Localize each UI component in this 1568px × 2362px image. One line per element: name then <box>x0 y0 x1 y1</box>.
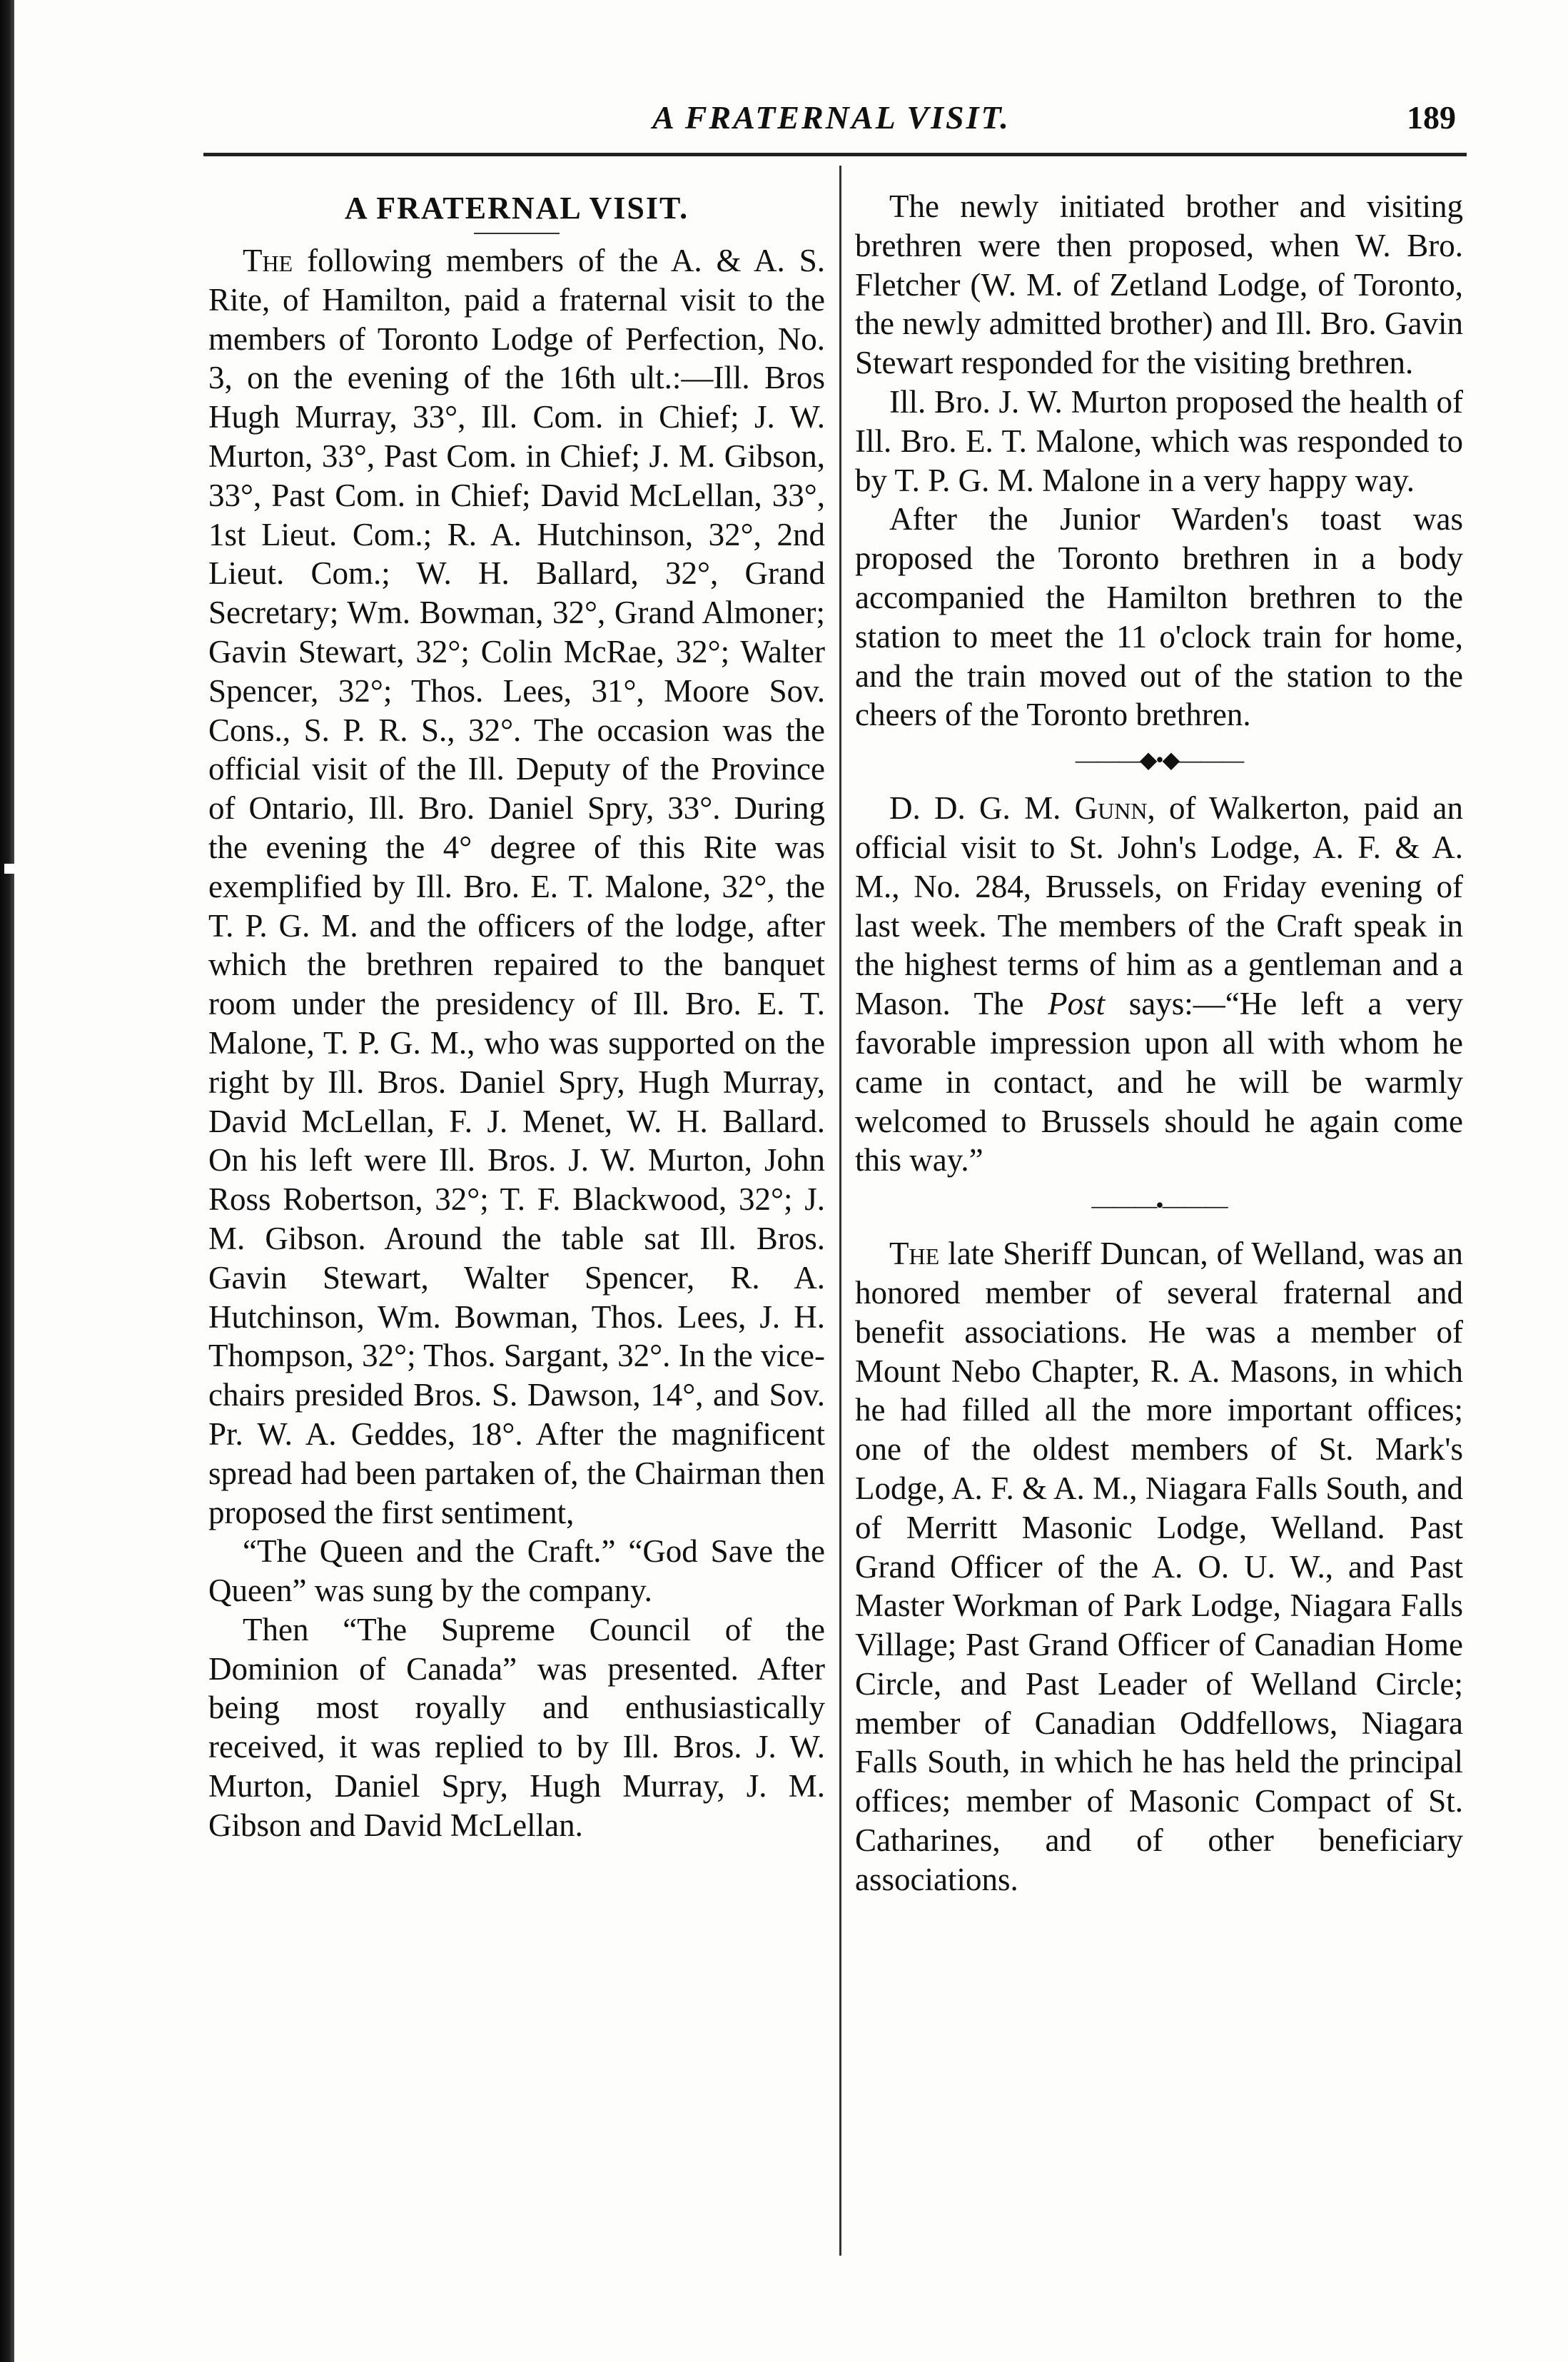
page-speck <box>4 864 14 874</box>
page-binding-edge <box>0 0 14 2362</box>
post-newspaper-name: Post <box>1048 986 1106 1022</box>
paragraph-gunn-visit <box>855 789 1463 1180</box>
running-head <box>207 99 1456 148</box>
paragraph-body: following members of the A. & A. S. Rite, of Hamilton, paid a fraternal visit to the members of Toronto Lodge of Perfection, No. 3, on the evening of the 16th ult.:—Ill. Bros Hugh Murray, 33°, Ill. Com. in Chief; J. W. Murton, 33°, Past Com. in Chief; J. M. Gibson, 33°, Past Com. in Chief; David McLellan, 33°, 1st Lieut. Com.; R. A. Hutchinson, 32°, 2nd Lieut. Com.; W. H. Ballard, 32°, Grand Secretary; Wm. Bowman, 32°, Grand Almoner; Gavin Stewart, 32°; Colin McRae, 32°; Walter Spencer, 32°; Thos. Lees, 31°, Moore Sov. Cons., S. P. R. S., 32°. The occasion was the official visit of the Ill. Deputy of the Province of Ontario, Ill. Bro. Daniel Spry, 33°. During the evening the 4° degree of this Rite was exemplified by Ill. Bro. E. T. Malone, 32°, the T. P. G. M. and the officers of the lodge, after which the brethren repaired to the banquet room under the presidency of Ill. Bro. E. T. Malone, T. P. G. M., who was supported on the right by Ill. Bros. Daniel Spry, Hugh Murray, David McLellan, F. J. Menet, W. H. Ballard. On his left were Ill. Bros. J. W. Murton, John Ross Robertson, 32°; T. F. Blackwood, 32°; J. M. Gibson. Around the table sat Ill. Bros. Gavin Stewart, Walter Spencer, R. A. Hutchinson, Wm. Bowman, Thos. Lees, J. H. Thompson, 32°; Thos. Sargant, 32°. In the vice-chairs presided Bros. S. Dawson, 14°, and Sov. Pr. W. A. Geddes, 18°. After the magnificent spread had been partaken of, the Chairman then proposed the first sentiment, <box>208 243 825 1530</box>
page-number: 189 <box>1407 99 1456 136</box>
ornament-rule: ———◆•◆——— <box>1075 747 1243 773</box>
paragraph-malone-health: Ill. Bro. J. W. Murton proposed the health of Ill. Bro. E. T. Malone, which was responded to by T. P. G. M. Malone in a very happy way. <box>855 383 1463 498</box>
gunn-text-b: says:—“He left a very favorable impression upon all with whom he came in contact, and he will be warmly welcomed to Brussels should he again come this way.” <box>855 986 1463 1179</box>
gunn-text-a: , of Walkerton, paid an official visit to St. John's Lodge, A. F. & A. M., No. 284, Brussels, on Friday evening of last week. The members of the Craft speak in the highest terms of him as a gentleman and a Mason. The <box>855 790 1463 1022</box>
paragraph-junior-warden: After the Junior Warden's toast was proposed the Toronto brethren in a body accompanied the Hamilton brethren to the station to meet the 11 o'clock train for home, and the train moved out of the station to the cheers of the Toronto brethren. <box>855 501 1463 733</box>
ornament-rule-2: ———•——— <box>1091 1192 1227 1218</box>
paragraph-lead-word: The <box>889 1236 940 1272</box>
paragraph-queen-toast: “The Queen and the Craft.” “God Save the Queen” was sung by the company. <box>208 1533 825 1609</box>
left-column <box>208 187 825 1845</box>
running-head-title: A FRATERNAL VISIT. <box>652 99 1011 136</box>
paragraph-members-visit <box>208 241 825 1532</box>
paragraph-body: late Sheriff Duncan, of Welland, was an honored member of several fraternal and benefit associations. He was a member of Mount Nebo Chapter, R. A. Masons, in which he had filled all the more important offices; one of the oldest members of St. Mark's Lodge, A. F. & A. M., Niagara Falls South, and of Merritt Masonic Lodge, Welland. Past Grand Officer of the A. O. U. W., and Past Master Workman of Park Lodge, Niagara Falls Village; Past Grand Officer of Canadian Home Circle, and Past Leader of Welland Circle; member of Canadian Oddfellows, Niagara Falls South, in which he has held the principal offices; member of Masonic Compact of St. Catharines, and of other beneficiary associations. <box>855 1236 1463 1897</box>
article-title: A FRATERNAL VISIT. <box>344 191 689 226</box>
paragraph-sheriff-duncan <box>855 1234 1463 1899</box>
header-rule <box>203 153 1467 156</box>
gunn-title: D. D. G. M. <box>889 790 1075 827</box>
title-rule <box>474 233 560 234</box>
paragraph-supreme-council: Then “The Supreme Council of the Dominion of Canada” was presented. After being most royally and enthusiastically received, it was replied to by Ill. Bros. J. W. Murton, Daniel Spry, Hugh Murray, J. M. Gibson and David McLellan. <box>208 1611 825 1843</box>
paragraph-visiting-brethren: The newly initiated brother and visiting brethren were then proposed, when W. Bro. Fletcher (W. M. of Zetland Lodge, of Toronto, the newly admitted brother) and Ill. Bro. Gavin Stewart responded for the visiting brethren. <box>855 188 1463 381</box>
paragraph-lead-word: The <box>243 243 293 278</box>
right-column <box>855 187 1463 1899</box>
gunn-name: Gunn <box>1074 790 1148 827</box>
column-divider <box>839 166 841 2256</box>
